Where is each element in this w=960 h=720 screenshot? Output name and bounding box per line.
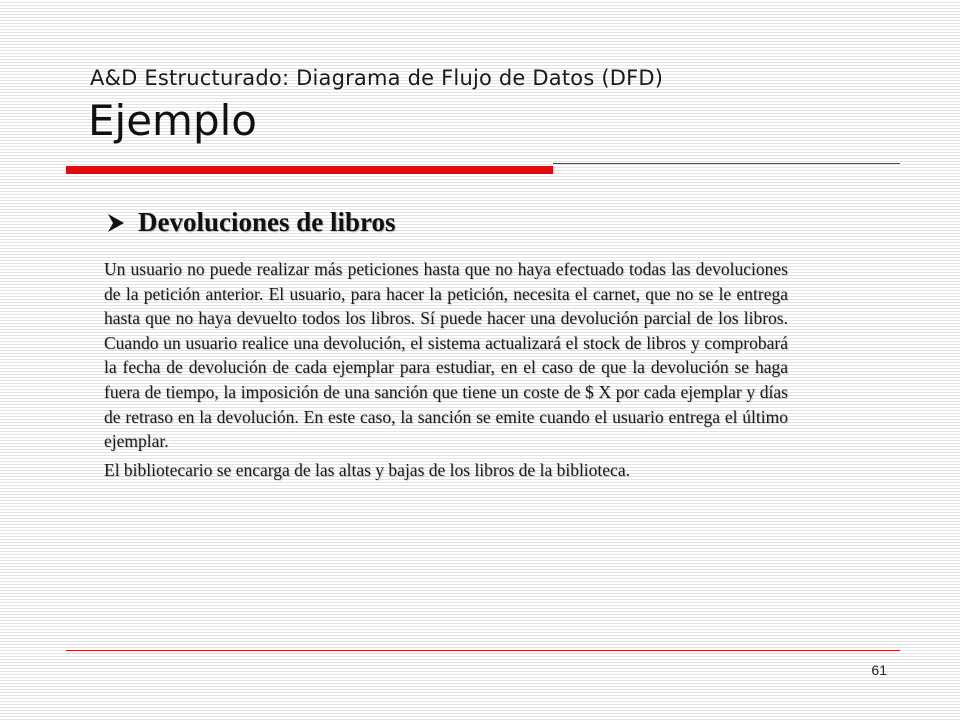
title-divider-line [553,163,900,164]
body-paragraph-2: El bibliotecario se encarga de las altas y bajas de los libros de la biblioteca. [104,459,630,480]
page-number: 61 [871,662,887,678]
bullet-heading-row [106,207,396,238]
slide-title: Ejemplo [88,96,257,145]
body-paragraph-1: Un usuario no puede realizar más peticiones hasta que no haya efectuado todas las devoluciones de la petición anterior. El usuario, para hacer la petición, necesita el carnet, que no se le entrega hasta que no haya devuelto todos los libros. Sí puede hacer una devolución parcial de los libros. Cuando un usuario realice una devolución, el sistema actualizará el stock de libros y comprobará la fecha de devolución de cada ejemplar para estudiar, en el caso de que la devolución se haga fuera de tiempo, la imposición de una sanción que tiene un coste de $ X por cada ejemplar y días de retraso en la devolución. En este caso, la sanción se emite cuando el usuario entrega el último ejemplar. [104,259,788,452]
slide-subtitle: A&D Estructurado: Diagrama de Flujo de Datos (DFD) [90,66,664,90]
body-text [104,257,788,482]
bullet-heading: Devoluciones de libros [138,207,396,237]
footer-divider-line [66,650,900,651]
title-accent-bar [66,166,553,174]
arrowhead-bullet-icon [106,212,126,234]
